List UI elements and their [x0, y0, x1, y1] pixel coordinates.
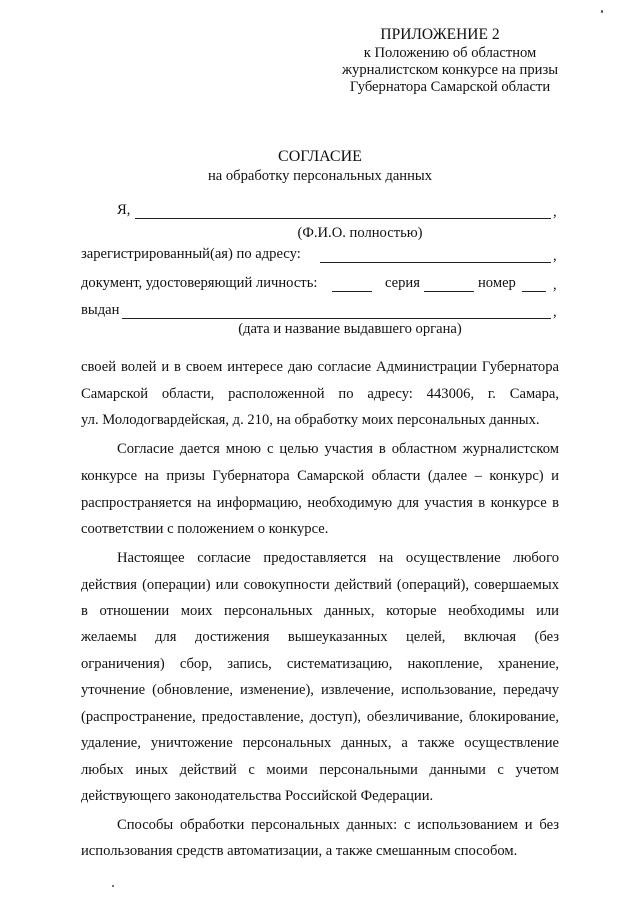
document-end: ,: [553, 277, 557, 293]
text-line: конкурсе на призы Губернатора Самарской области (далее – конкурс) и: [81, 468, 559, 484]
text-line: любых иных действий с моими персональными данными с учетом: [81, 762, 559, 778]
text-line: Согласие дается мною с целью участия в областном журналистском: [117, 441, 559, 457]
fio-caption: (Ф.И.О. полностью): [297, 225, 423, 241]
text-line: Самарской области, расположенной по адресу: 443006, г. Самара,: [81, 386, 559, 402]
text-line: своей волей и в своем интересе даю согласие Администрации Губернатора: [81, 359, 559, 375]
text-line: в отношении моих персональных данных, которые необходимы или: [81, 603, 559, 619]
document-title: СОГЛАСИЕ: [278, 148, 362, 165]
registered-label: зарегистрированный(ая) по адресу:: [81, 246, 301, 262]
document-type-blank-line[interactable]: [332, 291, 372, 292]
text-line: Способы обработки персональных данных: с использованием и без: [117, 817, 559, 833]
registered-end: ,: [553, 248, 557, 264]
issued-end: ,: [553, 304, 557, 320]
text-line: действующего законодательства Российской Федерации.: [81, 788, 434, 804]
issued-blank-line[interactable]: [122, 318, 551, 319]
appendix-line: Губернатора Самарской области: [349, 79, 551, 95]
text-line: соответствии с положением о конкурсе.: [81, 521, 329, 537]
series-blank-line[interactable]: [424, 291, 474, 292]
fio-end: ,: [553, 204, 557, 220]
appendix-line: журналистском конкурсе на призы: [341, 62, 559, 78]
text-line: действия (операции) или совокупности действий (операций), совершаемых: [81, 577, 559, 593]
text-line: (распространение, предоставление, доступ), обезличивание, блокирование,: [81, 709, 559, 725]
text-line: желаемы для достижения вышеуказанных целей, включая (без: [81, 629, 559, 645]
document-subtitle: на обработку персональных данных: [207, 168, 433, 184]
issued-caption: (дата и название выдавшего органа): [238, 321, 462, 337]
series-label: серия: [385, 275, 420, 291]
address-blank-line[interactable]: [320, 262, 551, 263]
issued-label: выдан: [81, 302, 120, 318]
text-line: ул. Молодогвардейская, д. 210, на обработку моих персональных данных.: [81, 412, 540, 428]
number-label: номер: [478, 275, 516, 291]
text-line: уточнение (обновление, изменение), извлечение, использование, передачу: [81, 682, 559, 698]
fio-blank-line[interactable]: [135, 218, 551, 219]
text-line: распространяется на информацию, необходимую для участия в конкурсе в: [81, 495, 559, 511]
i-label: Я,: [117, 202, 131, 218]
number-blank-line[interactable]: [522, 291, 546, 292]
text-line: использования средств автоматизации, а также смешанным способом.: [81, 843, 518, 859]
text-line: Настоящее согласие предоставляется на осуществление любого: [117, 550, 559, 566]
scan-speck: [112, 885, 114, 887]
text-line: ограничения) сбор, запись, систематизацию, накопление, хранение,: [81, 656, 559, 672]
appendix-line: к Положению об областном: [363, 45, 537, 61]
appendix-title: ПРИЛОЖЕНИЕ 2: [380, 26, 500, 43]
document-label: документ, удостоверяющий личность:: [81, 275, 318, 291]
scan-speck: [601, 10, 603, 13]
text-line: удаление, уничтожение персональных данных, а также осуществление: [81, 735, 559, 751]
